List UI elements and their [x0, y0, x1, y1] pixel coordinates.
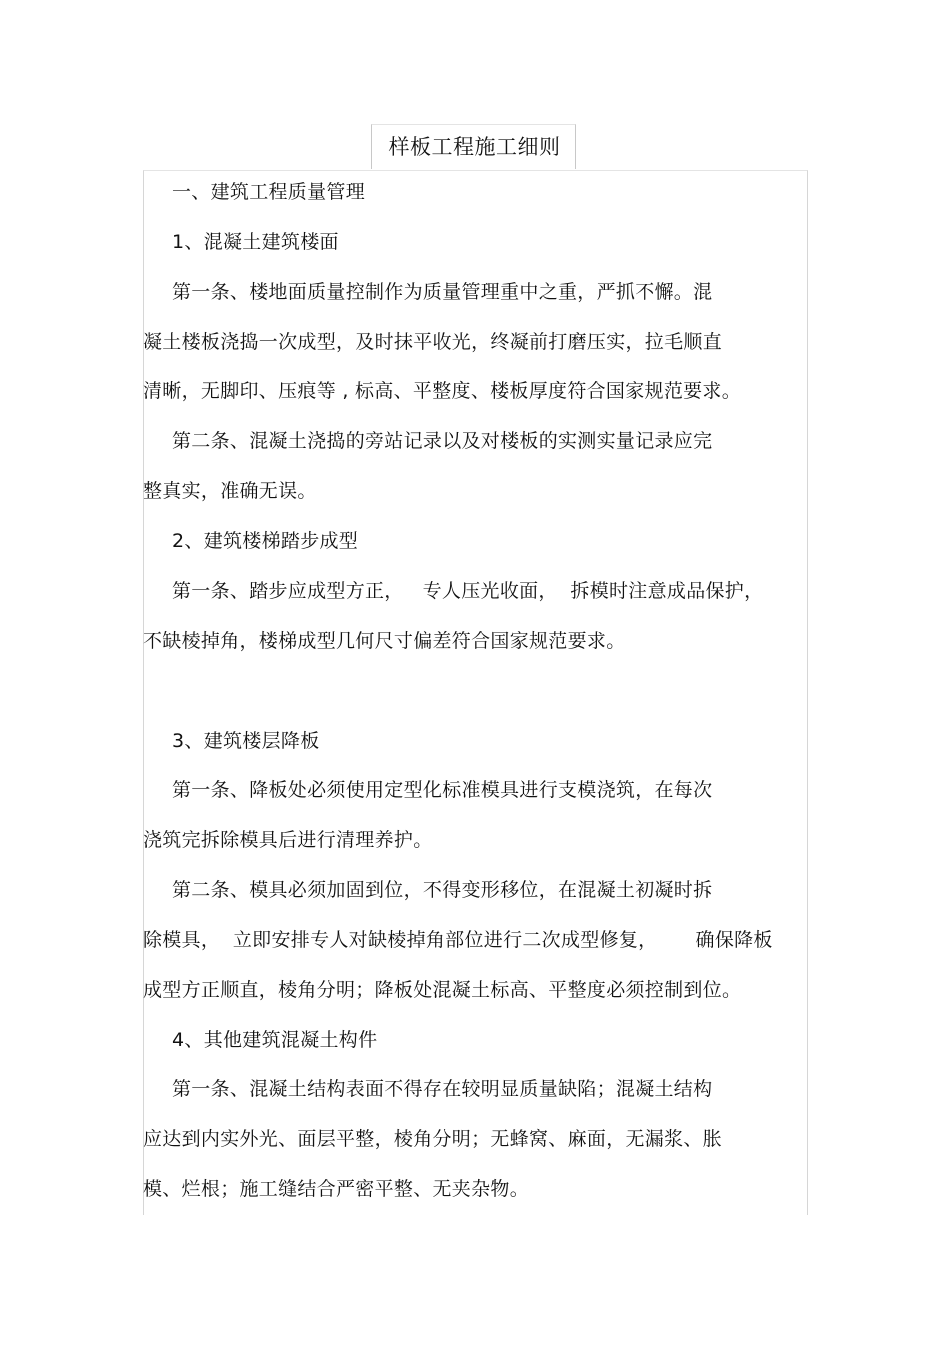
section-heading: 一、建筑工程质量管理 [172, 181, 366, 203]
paragraph-line: 整真实，准确无误。 [143, 480, 317, 502]
paragraph-line: 清晰，无脚印、压痕等 , 标高、平整度、楼板厚度符合国家规范要求。 [143, 380, 742, 402]
paragraph-line: 第二条、混凝土浇捣的旁站记录以及对楼板的实测实量记录应完 [172, 430, 713, 452]
paragraph-line: 模、烂根；施工缝结合严密平整、无夹杂物。 [143, 1178, 530, 1200]
subsection-heading: 2、建筑楼梯踏步成型 [172, 530, 359, 552]
paragraph-line: 第一条、楼地面质量控制作为质量管理重中之重，严抓不懈。混 [172, 281, 713, 303]
title-box [371, 124, 576, 169]
paragraph-line: 第一条、降板处必须使用定型化标准模具进行支模浇筑，在每次 [172, 779, 713, 801]
subsection-heading: 3、建筑楼层降板 [172, 730, 320, 752]
paragraph-line: 成型方正顺直，棱角分明；降板处混凝土标高、平整度必须控制到位。 [143, 979, 742, 1001]
paragraph-line: 第一条、踏步应成型方正， 专人压光收面， 拆模时注意成品保护， [172, 580, 764, 602]
paragraph-line: 凝土楼板浇捣一次成型，及时抹平收光，终凝前打磨压实，拉毛顺直 [143, 331, 723, 353]
paragraph-line: 第一条、混凝土结构表面不得存在较明显质量缺陷；混凝土结构 [172, 1078, 713, 1100]
paragraph-line: 浇筑完拆除模具后进行清理养护。 [143, 829, 433, 851]
paragraph-line: 不缺棱掉角，楼梯成型几何尺寸偏差符合国家规范要求。 [143, 630, 626, 652]
content-frame [143, 170, 808, 1215]
paragraph-line: 第二条、模具必须加固到位，不得变形移位，在混凝土初凝时拆 [172, 879, 713, 901]
document-title: 样板工程施工细则 [388, 135, 561, 159]
paragraph-line: 除模具， 立即安排专人对缺棱掉角部位进行二次成型修复， 确保降板 [143, 929, 773, 951]
subsection-heading: 1、混凝土建筑楼面 [172, 231, 339, 253]
paragraph-line: 应达到内实外光、面层平整，棱角分明；无蜂窝、麻面，无漏浆、胀 [143, 1128, 723, 1150]
subsection-heading: 4、其他建筑混凝土构件 [172, 1029, 378, 1051]
